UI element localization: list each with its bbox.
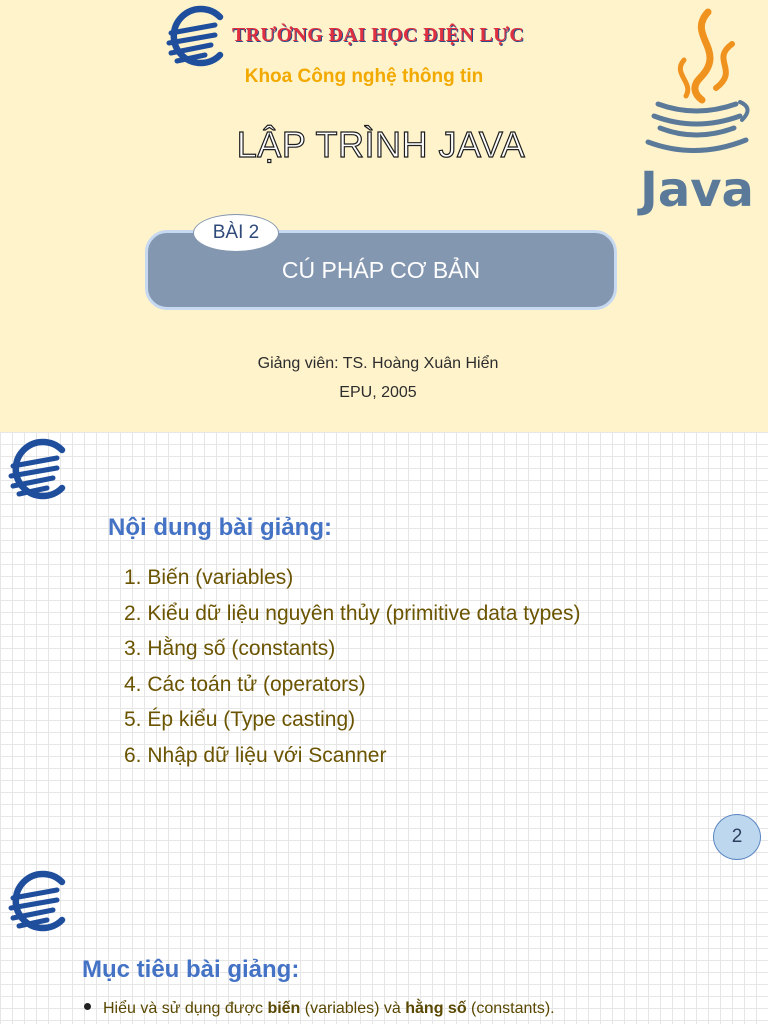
university-logo-icon	[7, 438, 73, 500]
bullet-text: (variables) và	[300, 1000, 406, 1017]
bullet-text: Hiểu và sử dụng được	[103, 1000, 268, 1017]
contents-heading: Nội dung bài giảng:	[108, 514, 332, 541]
organization-year: EPU, 2005	[339, 384, 417, 401]
university-name: TRƯỜNG ĐẠI HỌC ĐIỆN LỰC	[232, 24, 525, 46]
list-item: 5. Ép kiểu (Type casting)	[124, 708, 356, 732]
list-item: 1. Biến (variables)	[124, 566, 294, 589]
bullet-bold-term: biến	[267, 1000, 301, 1017]
university-logo-icon	[7, 870, 73, 932]
list-item: 4. Các toán tử (operators)	[124, 672, 366, 696]
bullet-icon	[84, 1003, 91, 1010]
cover-slide	[0, 0, 768, 432]
objective-bullet	[84, 1000, 555, 1018]
university-logo-icon	[165, 5, 231, 67]
lecturer-name: Giảng viên: TS. Hoàng Xuân Hiển	[257, 355, 499, 372]
lesson-title: CÚ PHÁP CƠ BẢN	[281, 257, 481, 283]
bullet-text: (constants).	[466, 1000, 555, 1017]
objectives-slide	[0, 864, 768, 1024]
bullet-bold-term: hằng số	[405, 1000, 467, 1017]
course-title: LẬP TRÌNH JAVA	[236, 124, 526, 165]
list-item: 2. Kiểu dữ liệu nguyên thủy (primitive data types)	[124, 601, 581, 625]
contents-slide	[0, 432, 768, 864]
list-item: 6. Nhập dữ liệu với Scanner	[124, 743, 387, 767]
java-logo-icon	[636, 8, 758, 222]
contents-list	[124, 560, 580, 774]
svg-text:Java: Java	[640, 162, 754, 218]
page-number-badge: 2	[713, 814, 761, 860]
faculty-name: Khoa Công nghệ thông tin	[244, 66, 484, 87]
list-item: 3. Hằng số (constants)	[124, 637, 336, 661]
lesson-number-badge: BÀI 2	[193, 214, 279, 252]
objectives-heading: Mục tiêu bài giảng:	[82, 956, 300, 983]
